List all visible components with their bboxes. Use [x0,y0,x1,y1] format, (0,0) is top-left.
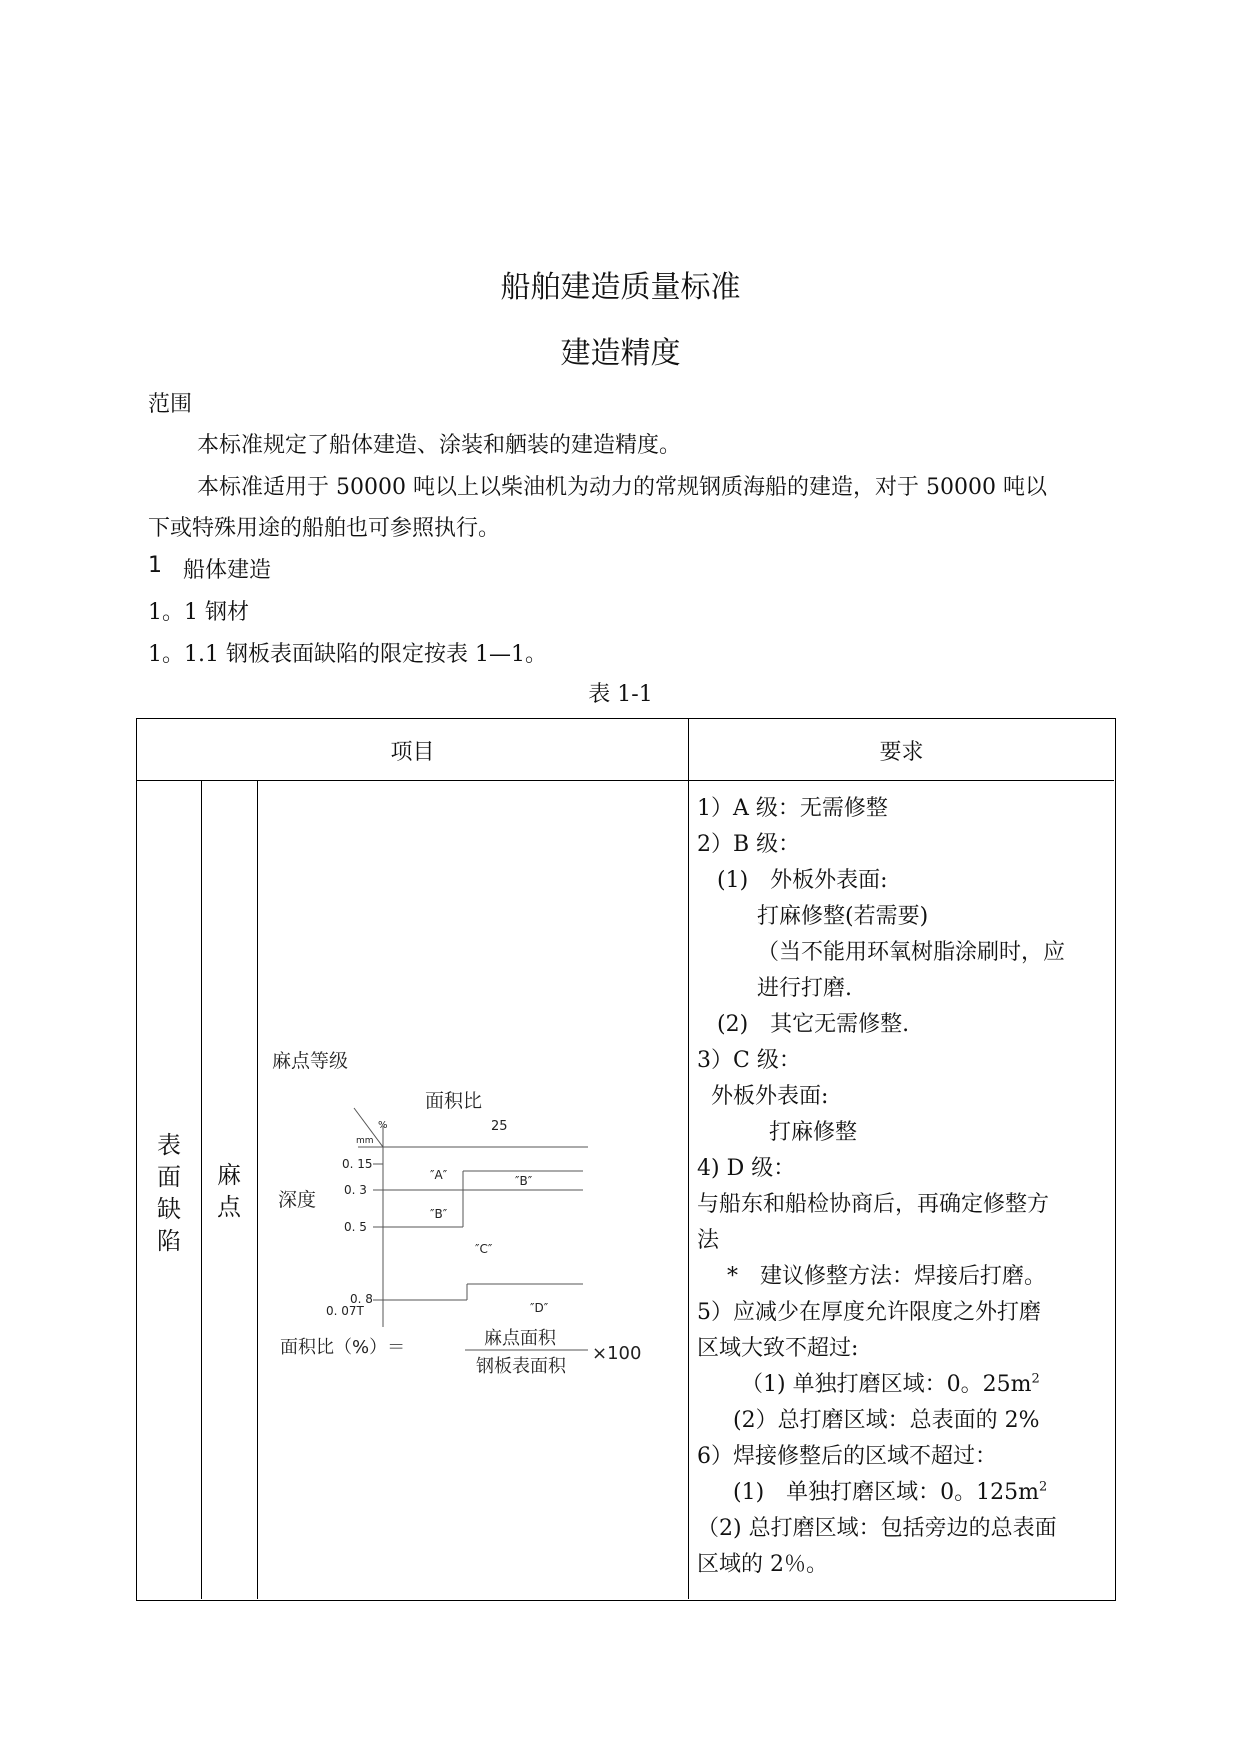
table-column-divider-main [688,719,689,1599]
req-item-5-b-text: （1) 单独打磨区域：0。25m [741,1372,1032,1397]
formula-numerator: 麻点面积 [484,1328,556,1349]
req-grade-c-a: 外板外表面: [711,1084,829,1109]
req-grade-b: 2）B 级： [697,832,801,857]
document-subtitle: 建造精度 [560,336,681,371]
defect-table [136,718,1116,1601]
subcategory-char: 点 [217,1193,241,1221]
req-grade-b-2: (2) 其它无需修整. [717,1012,910,1037]
formula-multiplier: ×100 [592,1343,642,1364]
req-item-5-a: 区域大致不超过: [697,1336,859,1361]
category-char: 缺 [157,1195,181,1223]
req-item-6-c: 区域的 2％。 [697,1552,828,1577]
tick-0-15: 0. 15 [342,1157,373,1171]
area-ratio-label: 面积比 [425,1090,483,1112]
req-item-6-b: （2) 总打磨区域：包括旁边的总表面 [697,1516,1057,1541]
req-grade-b-1-a: 打麻修整(若需要) [757,904,929,929]
document-title: 船舶建造质量标准 [500,270,741,305]
diagram-title: 麻点等级 [272,1050,349,1072]
value-25: 25 [491,1119,508,1134]
table-column-divider-1 [201,780,202,1599]
tick-0-5: 0. 5 [344,1220,367,1234]
tick-0-8: 0. 8 [350,1292,373,1306]
req-grade-b-1-b: （当不能用环氧树脂涂刷时，应 [757,940,1066,965]
subcategory-char: 麻 [217,1161,241,1189]
req-item-6: 6）焊接修整后的区域不超过： [697,1444,997,1469]
req-grade-a: 1）A 级：无需修整 [697,796,888,821]
category-surface-defect [149,1129,189,1257]
category-char: 表 [157,1131,181,1159]
req-grade-d-a: 与船东和船检协商后，再确定修整方 [697,1192,1050,1217]
req-grade-d-c: * 建议修整方法：焊接后打磨。 [727,1264,1047,1289]
grade-b-left-label: ″B″ [430,1207,448,1221]
category-char: 陷 [157,1227,181,1255]
req-grade-c: 3）C 级： [697,1048,801,1073]
scope-paragraph-1: 本标准规定了船体建造、涂装和舾装的建造精度。 [197,433,682,458]
req-grade-c-b: 打麻修整 [769,1120,858,1145]
header-requirement: 要求 [879,740,924,765]
section-1-number: 1 [148,553,162,578]
table-caption: 表 1-1 [588,682,653,707]
grade-a-label: ″A″ [430,1168,448,1182]
header-item: 项目 [390,740,435,765]
depth-label: 深度 [278,1189,317,1211]
section-1-1: 1。1 钢材 [148,600,249,625]
category-char: 面 [157,1163,181,1191]
req-item-5-c: (2）总打磨区域：总表面的 2% [733,1408,1040,1433]
section-1-1-1: 1。1.1 钢板表面缺陷的限定按表 1—1。 [148,642,547,667]
req-grade-b-1-c: 进行打磨. [757,976,852,1001]
req-grade-b-1: (1) 外板外表面: [717,868,888,893]
grade-b-right-label: ″B″ [515,1174,533,1188]
scope-heading: 范围 [148,392,193,417]
grade-c-label: ″C″ [475,1242,493,1256]
subcategory-pitting [209,1159,249,1223]
req-item-6-a-text: (1) 单独打磨区域：0。125m [733,1480,1040,1505]
grade-d-label: ″D″ [530,1301,549,1315]
req-item-6-a [733,1475,1047,1506]
scope-paragraph-2-line-1: 本标准适用于 50000 吨以上以柴油机为动力的常规钢质海船的建造，对于 50000 吨以 [197,475,1047,500]
pct-unit: % [378,1120,388,1131]
req-item-5-b [741,1367,1040,1398]
formula-left: 面积比（%）＝ [280,1337,406,1358]
mm-unit: mm [356,1136,374,1146]
formula-denominator: 钢板表面积 [476,1356,566,1377]
req-item-5-b-sup: 2 [1031,1371,1040,1387]
req-item-5: 5）应减少在厚度允许限度之外打磨 [697,1300,1041,1325]
pitting-grade-diagram [258,781,688,1599]
req-item-6-a-sup: 2 [1039,1479,1048,1495]
scope-paragraph-2-line-2: 下或特殊用途的船舶也可参照执行。 [148,516,501,541]
req-grade-d-b: 法 [697,1228,720,1253]
tick-0-3: 0. 3 [344,1183,367,1197]
req-grade-d: 4) D 级： [697,1156,796,1181]
section-1-title: 船体建造 [183,558,272,583]
tick-0-07t: 0. 07T [326,1304,364,1318]
